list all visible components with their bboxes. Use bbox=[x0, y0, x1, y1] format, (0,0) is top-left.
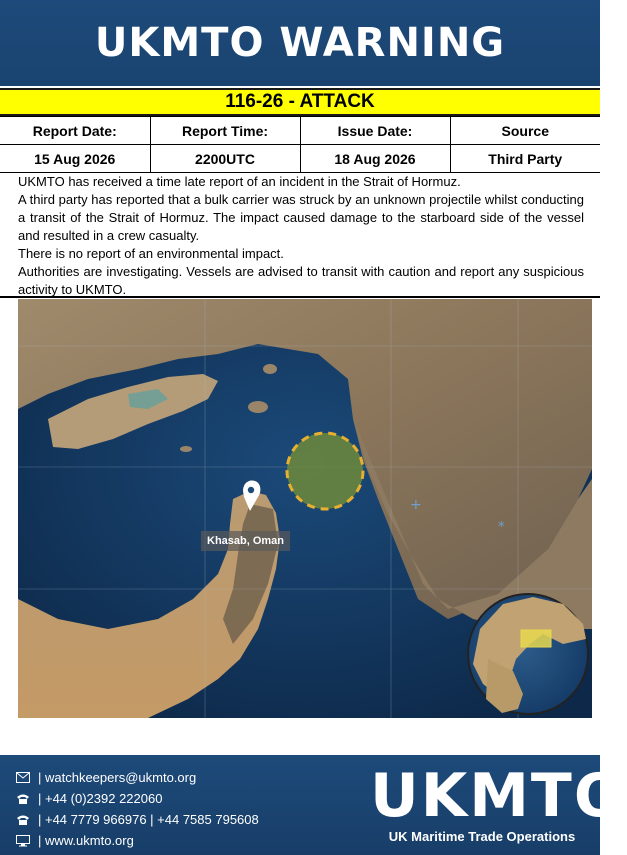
contact-list bbox=[14, 767, 259, 851]
paragraph-4: Authorities are investigating. Vessels are advised to transit with caution and report any suspicious activity to UKMTO. bbox=[18, 264, 584, 297]
section-divider bbox=[0, 296, 600, 298]
warning-title: UKMTO WARNING bbox=[94, 20, 506, 66]
svg-text:+: + bbox=[410, 497, 422, 513]
globe-inset bbox=[468, 594, 588, 714]
incident-title: 116-26 - ATTACK bbox=[225, 91, 375, 112]
satellite-map bbox=[18, 299, 592, 718]
report-info-table bbox=[0, 116, 600, 173]
web-row bbox=[14, 830, 259, 851]
report-time-label: Report Time: bbox=[150, 117, 300, 145]
paragraph-2: A third party has reported that a bulk carrier was struck by an unknown projectile whilst conducting a transit of the Strait of Hormuz. The impact caused damage to the starboard side of the vessel and resulted in a crew casualty. bbox=[18, 192, 584, 243]
phone-row-2 bbox=[14, 809, 259, 830]
envelope-icon bbox=[14, 771, 32, 785]
phone-number-1[interactable]: | +44 (0)2392 222060 bbox=[38, 791, 163, 806]
email-row bbox=[14, 767, 259, 788]
issue-date-value: 18 Aug 2026 bbox=[300, 145, 450, 173]
phone-row-1 bbox=[14, 788, 259, 809]
phone-icon bbox=[14, 813, 32, 827]
logo-text: UKMTO bbox=[370, 761, 627, 831]
svg-text:*: * bbox=[498, 520, 505, 535]
incident-band bbox=[0, 88, 600, 116]
issue-date-label: Issue Date: bbox=[300, 117, 450, 145]
logo-subtitle: UK Maritime Trade Operations bbox=[388, 829, 576, 844]
incident-map bbox=[18, 299, 592, 718]
footer bbox=[0, 755, 627, 855]
website-link[interactable]: | www.ukmto.org bbox=[38, 833, 134, 848]
paragraph-1: UKMTO has received a time late report of an incident in the Strait of Hormuz. bbox=[18, 174, 461, 189]
source-value: Third Party bbox=[450, 145, 600, 173]
monitor-icon bbox=[14, 834, 32, 848]
phone-number-2[interactable]: | +44 7779 966976 | +44 7585 795608 bbox=[38, 812, 259, 827]
incident-area bbox=[287, 433, 363, 509]
incident-description bbox=[18, 173, 584, 299]
pin-location-label: Khasab, Oman bbox=[201, 531, 290, 551]
source-label: Source bbox=[450, 117, 600, 145]
report-date-label: Report Date: bbox=[0, 117, 150, 145]
phone-icon bbox=[14, 792, 32, 806]
header-banner bbox=[0, 0, 600, 86]
report-time-value: 2200UTC bbox=[150, 145, 300, 173]
paragraph-3: There is no report of an environmental impact. bbox=[18, 246, 284, 261]
ukmto-logo bbox=[370, 761, 627, 845]
report-date-value: 15 Aug 2026 bbox=[0, 145, 150, 173]
email-link[interactable]: | watchkeepers@ukmto.org bbox=[38, 770, 197, 785]
